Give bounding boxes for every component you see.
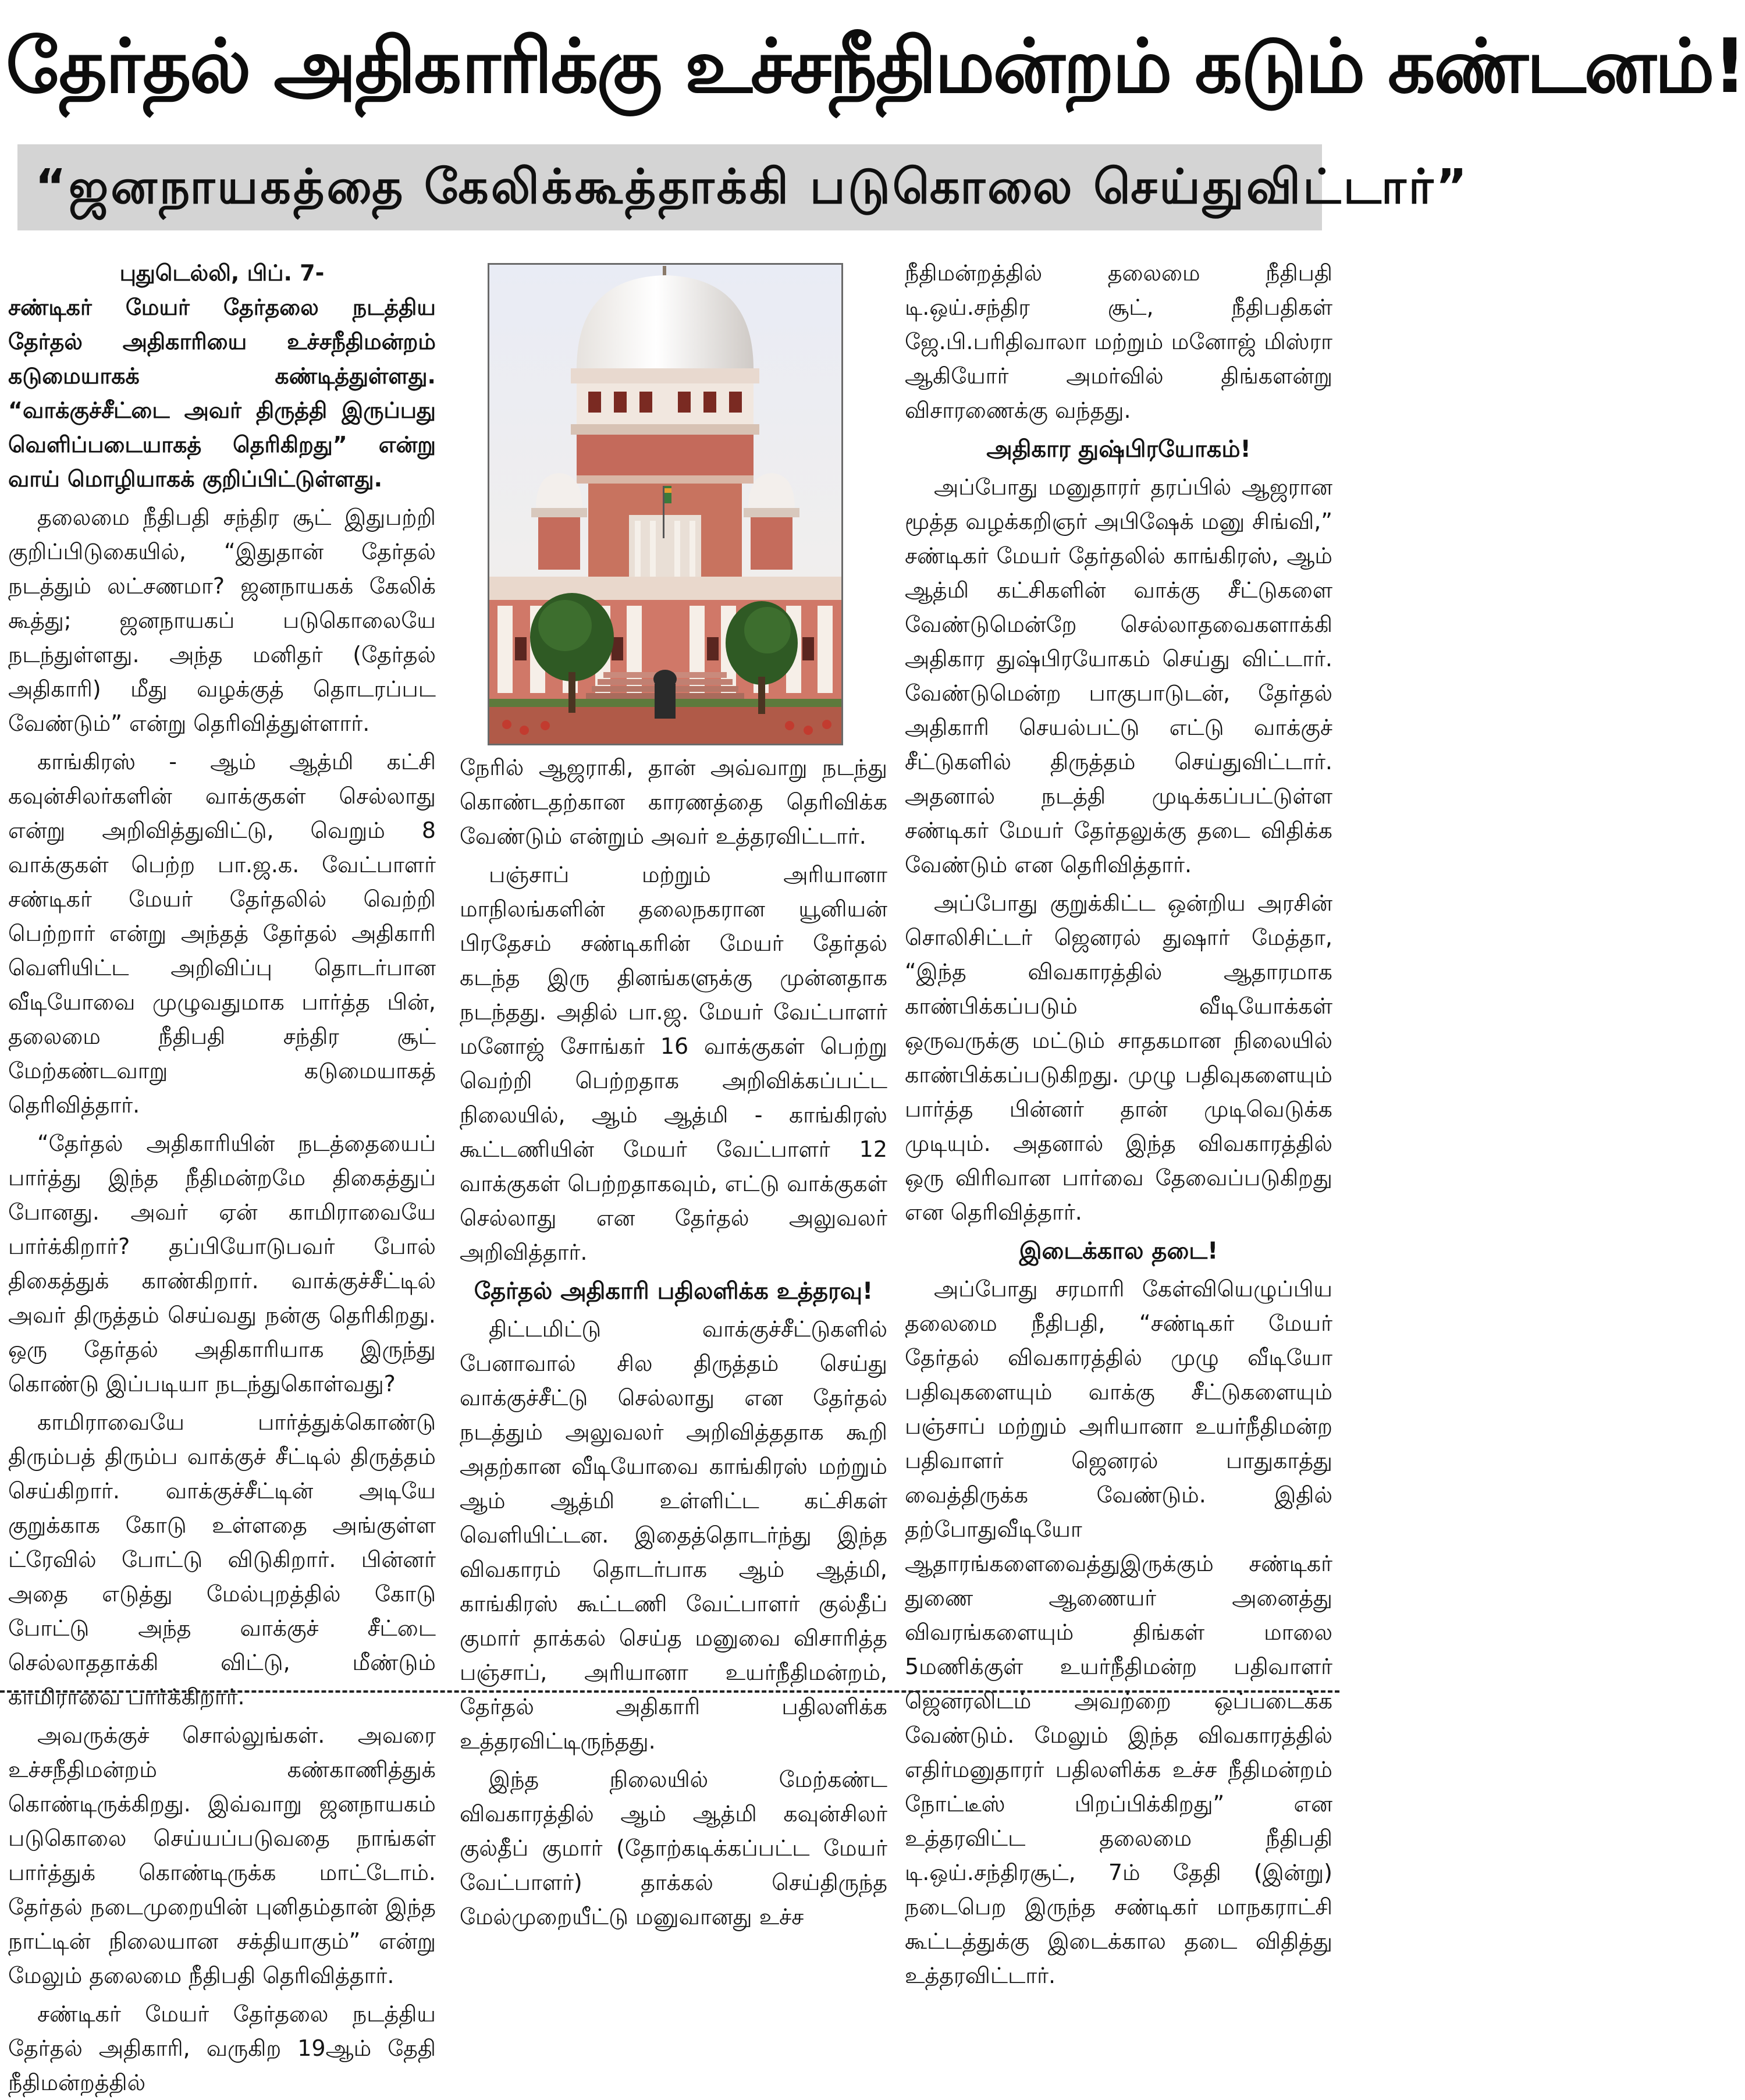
- headline: தேர்தல் அதிகாரிக்கு உச்சநீதிமன்றம் கடும் கண்டனம்!: [6, 23, 1745, 110]
- paragraph: அவருக்குச் சொல்லுங்கள். அவரை உச்சநீதிமன்றம் கண்காணித்துக் கொண்டிருக்கிறது. இவ்வாறு ஜனநாயகம் படுகொலை செய்யப்படுவதை நாங்கள் பார்த்துக் கொண்டிருக்க மாட்டோம். தேர்தல் நடைமுறையின் புனிதம்தான் இந்த நாட்டின் நிலையான சக்தியாகும்” என்று மேலும் தலைமை நீதிபதி தெரிவித்தார்.: [8, 1722, 436, 1988]
- paragraph: அப்போது சரமாரி கேள்வியெழுப்பிய தலைமை நீதிபதி, “சண்டிகர் மேயர் தேர்தல் விவகாரத்தில் முழு வீடியோ பதிவுகளையும் வாக்கு சீட்டுகளையும் பஞ்சாப் மற்றும் அரியானா உயர்நீதிமன்ற பதிவாளர் ஜெனரல் பாதுகாத்து வைத்திருக்க வேண்டும். இதில் தற்போதுவீடியோ ஆதாரங்களைவைத்துஇருக்கும் சண்டிகர் துணை ஆணையர் அனைத்து விவரங்களையும் திங்கள் மாலை 5மணிக்குள் உயர்நீதிமன்ற பதிவாளர் ஜெனரலிடம் அவற்றை ஒப்படைக்க வேண்டும். மேலும் இந்த விவகாரத்தில் எதிர்மனுதாரர் பதிலளிக்க உச்ச நீதிமன்றம் நோட்டீஸ் பிறப்பிக்கிறது” என உத்தரவிட்ட தலைமை நீதிபதி டி.ஒய்.சந்திரசூட், 7ம் தேதி (இன்று) நடைபெற இருந்த சண்டிகர் மாநகராட்சி கூட்டத்துக்கு இடைக்கால தடை விதித்து உத்தரவிட்டார்.: [905, 1276, 1332, 1988]
- supreme-court-building-illustration: [489, 265, 841, 744]
- paragraph: அப்போது குறுக்கிட்ட ஒன்றிய அரசின் சொலிசிட்டர் ஜெனரல் துஷார் மேத்தா, “இந்த விவகாரத்தில் ஆதாரமாக காண்பிக்கப்படும் வீடியோக்கள் ஒருவருக்கு மட்டும் சாதகமான நிலையில் காண்பிக்கப்படுகிறது. முழு பதிவுகளையும் பார்த்த பின்னர் தான் முடிவெடுக்க முடியும். அதனால் இந்த விவகாரத்தில் ஒரு விரிவான பார்வை தேவைப்படுகிறது என தெரிவித்தார்.: [905, 890, 1332, 1225]
- paragraph: “தேர்தல் அதிகாரியின் நடத்தையைப் பார்த்து இந்த நீதிமன்றமே திகைத்துப் போனது. அவர் ஏன் காமிராவையே பார்க்கிறார்? தப்பியோடுபவர் போல் திகைத்துக் காண்கிறார். வாக்குச்சீட்டில் அவர் திருத்தம் செய்வது நன்கு தெரிகிறது. ஒரு தேர்தல் அதிகாரியாக இருந்து கொண்டு இப்படியா நடந்துகொள்வது?: [8, 1131, 436, 1397]
- paragraph: இந்த நிலையில் மேற்கண்ட விவகாரத்தில் ஆம் ஆத்மி கவுன்சிலர் குல்தீப் குமார் (தோற்கடிக்கப்பட்ட மேயர் வேட்பாளர்) தாக்கல் செய்திருந்த மேல்முறையீட்டு மனுவானது உச்ச: [460, 1767, 887, 1930]
- subheadline: “ஜனநாயகத்தை கேலிக்கூத்தாக்கி படுகொலை செய்துவிட்டார்”: [35, 159, 1470, 215]
- paragraph: திட்டமிட்டு வாக்குச்சீட்டுகளில் பேனாவால் சில திருத்தம் செய்து வாக்குச்சீட்டு செல்லாது என தேர்தல் நடத்தும் அலுவலர் அறிவித்ததாக கூறி அதற்கான வீடியோவை காங்கிரஸ் மற்றும் ஆம் ஆத்மி உள்ளிட்ட கட்சிகள் வெளியிட்டன. இதைத்தொடர்ந்து இந்த விவகாரம் தொடர்பாக ஆம் ஆத்மி, காங்கிரஸ் கூட்டணி வேட்பாளர் குல்தீப் குமார் தாக்கல் செய்த மனுவை விசாரித்த பஞ்சாப், அரியானா உயர்நீதிமன்றம், தேர்தல் அதிகாரி பதிலளிக்க உத்தரவிட்டிருந்தது.: [460, 1316, 887, 1754]
- paragraph: தலைமை நீதிபதி சந்திர சூட் இதுபற்றி குறிப்பிடுகையில், “இதுதான் தேர்தல் நடத்தும் லட்சணமா? ஜனநாயகக் கேலிக் கூத்து; ஜனநாயகப் படுகொலையே நடந்துள்ளது. அந்த மனிதர் (தேர்தல் அதிகாரி) மீது வழக்குத் தொடரப்பட வேண்டும்” என்று தெரிவித்துள்ளார்.: [8, 504, 436, 736]
- paragraph: காமிராவையே பார்த்துக்கொண்டு திரும்பத் திரும்ப வாக்குச் சீட்டில் திருத்தம் செய்கிறார். வாக்குச்சீட்டின் அடியே குறுக்காக கோடு உள்ளதை அங்குள்ள ட்ரேவில் போட்டு விடுகிறார். பின்னர் அதை எடுத்து மேல்புறத்தில் கோடு போட்டு அந்த வாக்குச் சீட்டை செல்லாததாக்கி விட்டு, மீண்டும் காமிராவை பார்க்கிறார்.: [8, 1409, 436, 1710]
- paragraph: பஞ்சாப் மற்றும் அரியானா மாநிலங்களின் தலைநகரான யூனியன் பிரதேசம் சண்டிகரின் மேயர் தேர்தல் கடந்த இரு தினங்களுக்கு முன்னதாக நடந்தது. அதில் பா.ஜ. மேயர் வேட்பாளர் மனோஜ் சோங்கர் 16 வாக்குகள் பெற்று வெற்றி பெற்றதாக அறிவிக்கப்பட்ட நிலையில், ஆம் ஆத்மி - காங்கிரஸ் கூட்டணியின் மேயர் வேட்பாளர் 12 வாக்குகள் பெற்றதாகவும், எட்டு வாக்குகள் செல்லாது என தேர்தல் அலுவலர் அறிவித்தார்.: [460, 862, 887, 1265]
- paragraph: அப்போது மனுதாரர் தரப்பில் ஆஜரான மூத்த வழக்கறிஞர் அபிஷேக் மனு சிங்வி,” சண்டிகர் மேயர் தேர்தலில் காங்கிரஸ், ஆம் ஆத்மி கட்சிகளின் வாக்கு சீட்டுகளை வேண்டுமென்றே செல்லாதவைகளாக்கி அதிகார துஷ்பிரயோகம் செய்து விட்டார். வேண்டுமென்ற பாகுபாடுடன், தேர்தல் அதிகாரி செயல்பட்டு எட்டு வாக்குச் சீட்டுகளில் திருத்தம் செய்துவிட்டார். அதனால் நடத்தி முடிக்கப்பட்டுள்ள சண்டிகர் மேயர் தேர்தலுக்கு தடை விதிக்க வேண்டும் என தெரிவித்தார்.: [905, 474, 1332, 877]
- supreme-court-photo: [488, 263, 843, 745]
- dateline: புதுடெல்லி, பிப். 7-: [119, 260, 325, 286]
- lede-paragraph: சண்டிகர் மேயர் தேர்தலை நடத்திய தேர்தல் அதிகாரியை உச்சநீதிமன்றம் கடுமையாகக் கண்டித்துள்ளது. “வாக்குச்சீட்டை அவர் திருத்தி இருப்பது வெளிப்படையாகத் தெரிகிறது” என்று வாய் மொழியாகக் குறிப்பிட்டுள்ளது.: [8, 294, 436, 492]
- paragraph: நீதிமன்றத்தில் தலைமை நீதிபதி டி.ஒய்.சந்திர சூட், நீதிபதிகள் ஜே.பி.பரிதிவாலா மற்றும் மனோஜ் மிஸ்ரா ஆகியோர் அமர்வில் திங்களன்று விசாரணைக்கு வந்தது.: [905, 260, 1332, 423]
- article-column-1: [8, 256, 436, 2095]
- section-heading: அதிகார துஷ்பிரயோகம்!: [986, 436, 1251, 463]
- article-column-3: [905, 256, 1332, 1988]
- paragraph: நேரில் ஆஜராகி, தான் அவ்வாறு நடந்து கொண்டதற்கான காரணத்தை தெரிவிக்க வேண்டும் என்றும் அவர் உத்தரவிட்டார்.: [460, 755, 887, 849]
- section-heading: தேர்தல் அதிகாரி பதிலளிக்க உத்தரவு!: [474, 1278, 873, 1305]
- paragraph: சண்டிகர் மேயர் தேர்தலை நடத்திய தேர்தல் அதிகாரி, வருகிற 19ஆம் தேதி நீதிமன்றத்தில்: [8, 2001, 436, 2095]
- bottom-dashed-rule: [0, 1690, 1339, 1693]
- section-heading: இடைக்கால தடை!: [1019, 1238, 1218, 1264]
- article-column-2: [460, 751, 887, 1930]
- paragraph: காங்கிரஸ் - ஆம் ஆத்மி கட்சி கவுன்சிலர்களின் வாக்குகள் செல்லாது என்று அறிவித்துவிட்டு, வெறும் 8 வாக்குகள் பெற்ற பா.ஜ.க. வேட்பாளர் சண்டிகர் மேயர் தேர்தலில் வெற்றி பெற்றார் என்று அந்தத் தேர்தல் அதிகாரி வெளியிட்ட அறிவிப்பு தொடர்பான வீடியோவை முழுவதுமாக பார்த்த பின், தலைமை நீதிபதி சந்திர சூட் மேற்கண்டவாறு கடுமையாகத் தெரிவித்தார்.: [8, 749, 436, 1118]
